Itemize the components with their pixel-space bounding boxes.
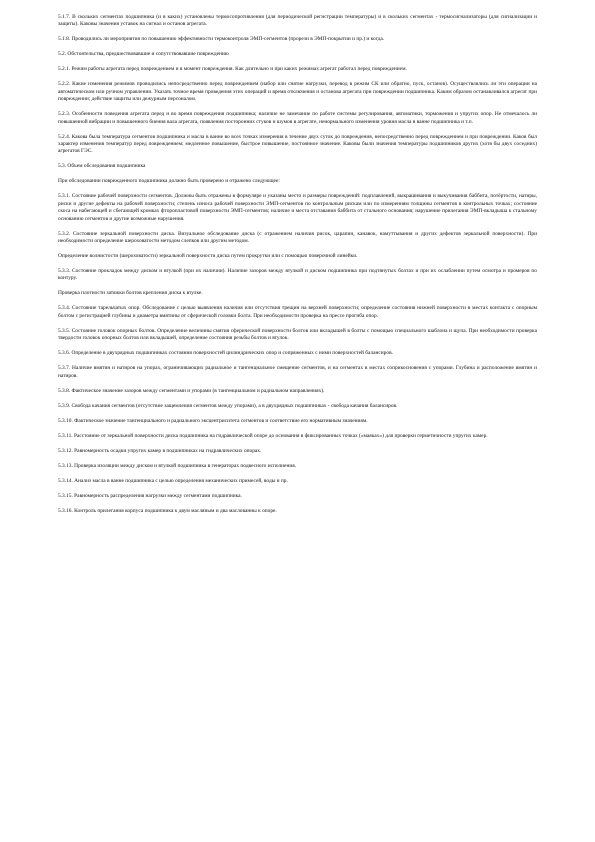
paragraph-5-2-1: 5.2.1. Режим работы агрегата перед повреждением и в момент повреждения. Как длительно и при каких режимах агрегат работал перед повреждением. — [58, 66, 407, 73]
paragraph-5-3-2: 5.3.2. Состояние зеркальной поверхности диска. Визуальное обследование диска (с отражением наличия рисок, царапин, канавок, намуттывания и других дефектов зеркальной поверхности). При необходимости определение шероховатости методом слепков или другим методом. — [58, 230, 537, 245]
section-heading-5-3: 5.3. Объем обследования подшипника — [58, 163, 146, 170]
paragraph-5-3-6: 5.3.6. Определение в двухрядных подшипниках состояния поверхностей цилиндрических опор и сопряженных с ними поверхностей балансиров. — [58, 350, 393, 357]
paragraph-5-2-2: 5.2.2. Какие изменения режимов проводились непосредственно перед повреждением (набор или снятие нагрузки, перевод в режим СК или обратно, пуск, останов). Осуществлялись ли эти операции на автоматическом или ручном управлении. Указать точное время проведения этих операций и время отключения и останова агрегата при повреждении подшипника. Каким образом останавливался агрегат при повреждении; действие защиты или дежурным персоналом. — [58, 81, 537, 103]
paragraph-5-3-5: 5.3.5. Состояние головок опорных болтов. Определение величины смятия сферической поверхности болтов или вкладышей в болты с помощью специального шаблона и щупа. При необходимости проверка твердости головок опорных болтов или вкладышей, определение состояния резьбы болтов и втулок. — [58, 327, 537, 342]
paragraph-5-3-12: 5.3.12. Равномерность осадки упругих камер в подшипниках на гидравлических опорах. — [58, 447, 262, 454]
paragraph-waviness: Определение волнистости (шероховатости) зеркальной поверхности диска путем прокрутки или с помощью поверочной линейки. — [58, 253, 358, 260]
paragraph-5-3-7: 5.3.7. Наличие вмятин и натиров на упорах, ограничивающих радиальное и тангенциальное смещение сегментов, и на сегментах в местах соприкосновения с упорами. Глубина и расположение вмятин и натиров. — [58, 365, 537, 379]
paragraph-5-3-1: 5.3.1. Состояние рабочей поверхности сегментов. Должны быть отражены в формуляре и указаны место и размеры повреждений: подплавлений, выкрашивания и выкучивания баббита, потёртости, натиры, риски и другие дефекты на рабочей поверхности; степень износа рабочей поверхности ЭМП-сегментов по контрольным рискам или по измерениям толщины сегментов в контрольных точках; состояние скоса на набегающей и сбегающей кромках фторопластовой поверхности ЭМП-сегментов; наличие и места отставания баббита от стального основания; нарушение прилегания ЭМП-вкладыша к стальному основанию сегментов и другие возможные нарушения. — [58, 193, 537, 222]
paragraph-5-3-8: 5.3.8. Фактическое значение зазоров между сегментами и упорами (в тангенциальном и радиальном направлениях). — [58, 387, 325, 394]
paragraph-bolt-check: Проверка плотности затяжки болтов крепления диска к втулке. — [58, 290, 203, 297]
paragraph-5-3-10: 5.3.10. Фактическое значение тангенциального и радиального эксцентриситета сегментов и соответствие его нормативным значениям. — [58, 417, 368, 424]
section-heading-5-2: 5.2. Обстоятельства, предшествовавшие и сопутствовавшие повреждению — [58, 51, 229, 58]
paragraph-5-3-13: 5.3.13. Проверка изоляции между диском и втулкой подшипника в генераторах подвесного исполнения. — [58, 462, 297, 469]
paragraph-5-3-11: 5.3.11. Расстояние от зеркальной поверхности диска подшипника на гидравлической опоре до основания в фиксированных точках («маяках») для проверки герметичности упругих камер. — [58, 432, 488, 439]
paragraph-5-3-15: 5.3.15. Равномерность распределения нагрузки между сегментами подшипника. — [58, 492, 242, 499]
paragraph-intro-5-3: При обследовании поврежденного подшипника должно быть проверено и отражено следующее: — [58, 178, 280, 185]
paragraph-5-2-3: 5.2.3. Особенности поведения агрегата перед и во время повреждения подшипника; наличие не замечание по работе системы регулирования, автоматики, торможения и упругих опор. Не отмечалось ли повышенной вибрации и повышенного биения вала агрегата, появления посторонних стуков и шумов в агрегате, ненормального изменения уровня масла в ванне подшипника и т.п. — [58, 111, 537, 125]
paragraph-5-3-3: 5.3.3. Состояние прокладок между диском и втулкой (при их наличии). Наличие зазоров между втулкой и диском подшипника при подтянутых болтах и при их ослаблении путем осмотра и промеров по контуру. — [58, 268, 537, 282]
paragraph-5-1-8: 5.1.8. Проводились ли мероприятия по повышению эффективности термоконтроля ЭМП-сегментов (прорези в ЭМП-покрытии и пр.) и когда. — [58, 36, 385, 43]
paragraph-5-3-16: 5.3.16. Контроль прилегания корпуса подшипника к двум масляным и два маслованны к опоре. — [58, 507, 277, 514]
paragraph-5-3-14: 5.3.14. Анализ масла в ванне подшипника с целью определения механических примесей, воды и пр. — [58, 477, 288, 484]
paragraph-5-2-4: 5.2.4. Какова была температура сегментов подшипника и масла в ванне во всех точках измерения в течение двух суток до повреждения, непосредственно перед повреждением и при повреждении. Каков был характер изменения температур перед повреждением; медленное повышение, быстрое повышение, постоянное значение. Каковы были значения температуры подшипников других (хотя бы двух соседних) агрегатов ГЭС. — [58, 133, 537, 155]
paragraph-5-3-9: 5.3.9. Свобода качания сегментов (отсутствие защемления сегментов между упорами), а в двухрядных подшипниках - свобода качания балансиров. — [58, 402, 398, 409]
paragraph-5-1-7: 5.1.7. В скольких сегментах подшипника (и в каких) установлены термосопротивления (для периодической регистрации температуры) и в скольких сегментах - термосигнализаторы (для сигнализации и защиты). Каковы значения уставок на сигнал и останов агрегата. — [58, 14, 537, 28]
paragraph-5-3-4: 5.3.4. Состояние тарельчатых опор. Обследование с целью выявления наличия или отсутствия трещин на верхней поверхности; определение состояния нижней поверхности в местах контакта с опорным болтом с регистрацией глубины и диаметра вмятины от сферической головки болта. При необходимости проверка на прессе прогиба опор. — [58, 305, 537, 319]
